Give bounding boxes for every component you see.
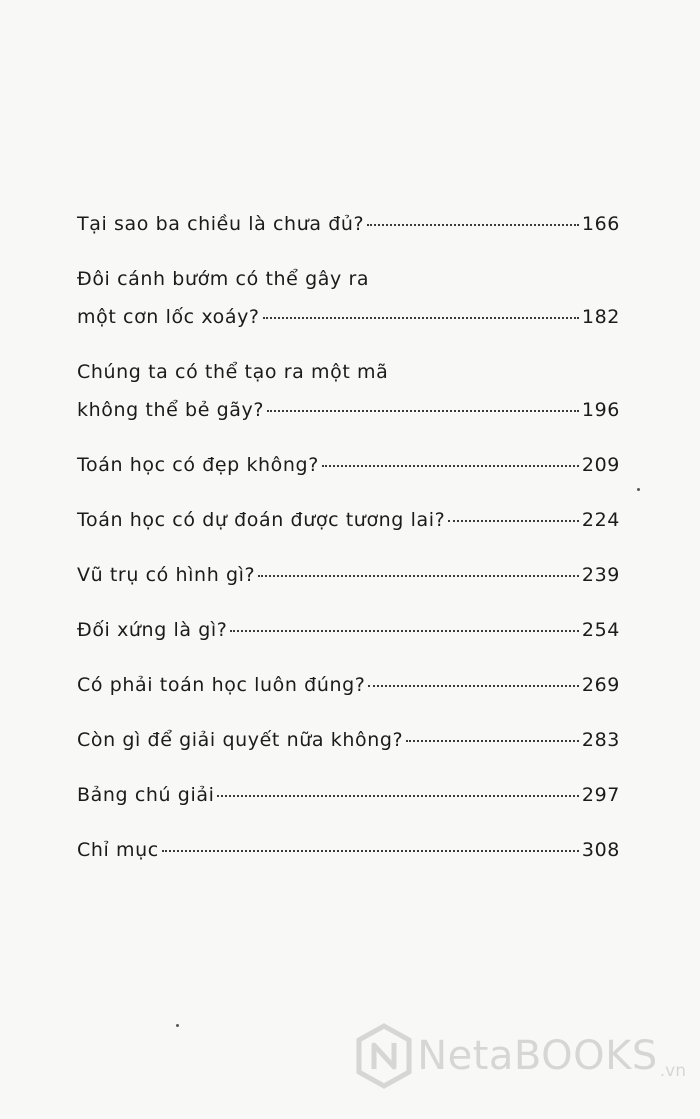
toc-entry-title: Tại sao ba chiều là chưa đủ? [77,213,365,235]
toc-entry-title: Đối xứng là gì? [77,619,228,641]
watermark-text: NetaBOOKS [417,1033,658,1079]
dot-leader [322,465,579,467]
dot-leader [263,317,579,319]
toc-entry-title: Toán học có đẹp không? [77,454,319,476]
toc-page-number: 209 [581,454,620,476]
toc-entry-title: Vũ trụ có hình gì? [77,564,256,586]
netabooks-watermark [355,1023,686,1089]
toc-entry [77,265,620,331]
dot-leader [448,520,579,522]
watermark-suffix: .vn [659,1061,686,1081]
toc-entry [77,616,620,644]
toc-entry [77,781,620,809]
toc-page-number: 283 [581,729,620,751]
toc-page-number: 224 [581,509,620,531]
toc-page-number: 182 [581,306,620,328]
toc-entry [77,210,620,238]
toc-entry-title-line-1: Đôi cánh bướm có thể gây ra [77,268,370,290]
toc-entry-title-line-2: một cơn lốc xoáy? [77,306,260,328]
toc-entry-title-line-2: không thể bẻ gãy? [77,399,265,421]
toc-entry [77,506,620,534]
toc-entry [77,358,620,424]
dot-leader [258,575,579,577]
table-of-contents [77,210,620,864]
toc-entry [77,726,620,754]
toc-entry [77,451,620,479]
toc-entry [77,561,620,589]
toc-entry-title: Có phải toán học luôn đúng? [77,674,366,696]
toc-entry-title: Còn gì để giải quyết nữa không? [77,729,404,751]
toc-page-number: 196 [581,399,620,421]
toc-page-number: 166 [581,213,620,235]
toc-page-number: 269 [581,674,620,696]
toc-page-number: 308 [581,839,620,861]
toc-entry-title-line-1: Chúng ta có thể tạo ra một mã [77,361,389,383]
toc-page-number: 239 [581,564,620,586]
toc-entry-title: Toán học có dự đoán được tương lai? [77,509,446,531]
dot-leader [217,795,578,797]
dot-leader [367,224,579,226]
toc-entry [77,671,620,699]
toc-entry [77,836,620,864]
dot-leader [368,685,578,687]
dot-leader [230,630,578,632]
dot-leader [406,740,579,742]
toc-entry-title: Chỉ mục [77,839,159,861]
toc-page-number: 297 [581,784,620,806]
dot-leader [267,410,579,412]
netabooks-logo-icon [355,1023,413,1089]
toc-entry-title: Bảng chú giải [77,784,215,806]
dot-leader [162,850,579,852]
paper-speck [637,488,640,491]
toc-page-number: 254 [581,619,620,641]
paper-speck [176,1024,179,1027]
